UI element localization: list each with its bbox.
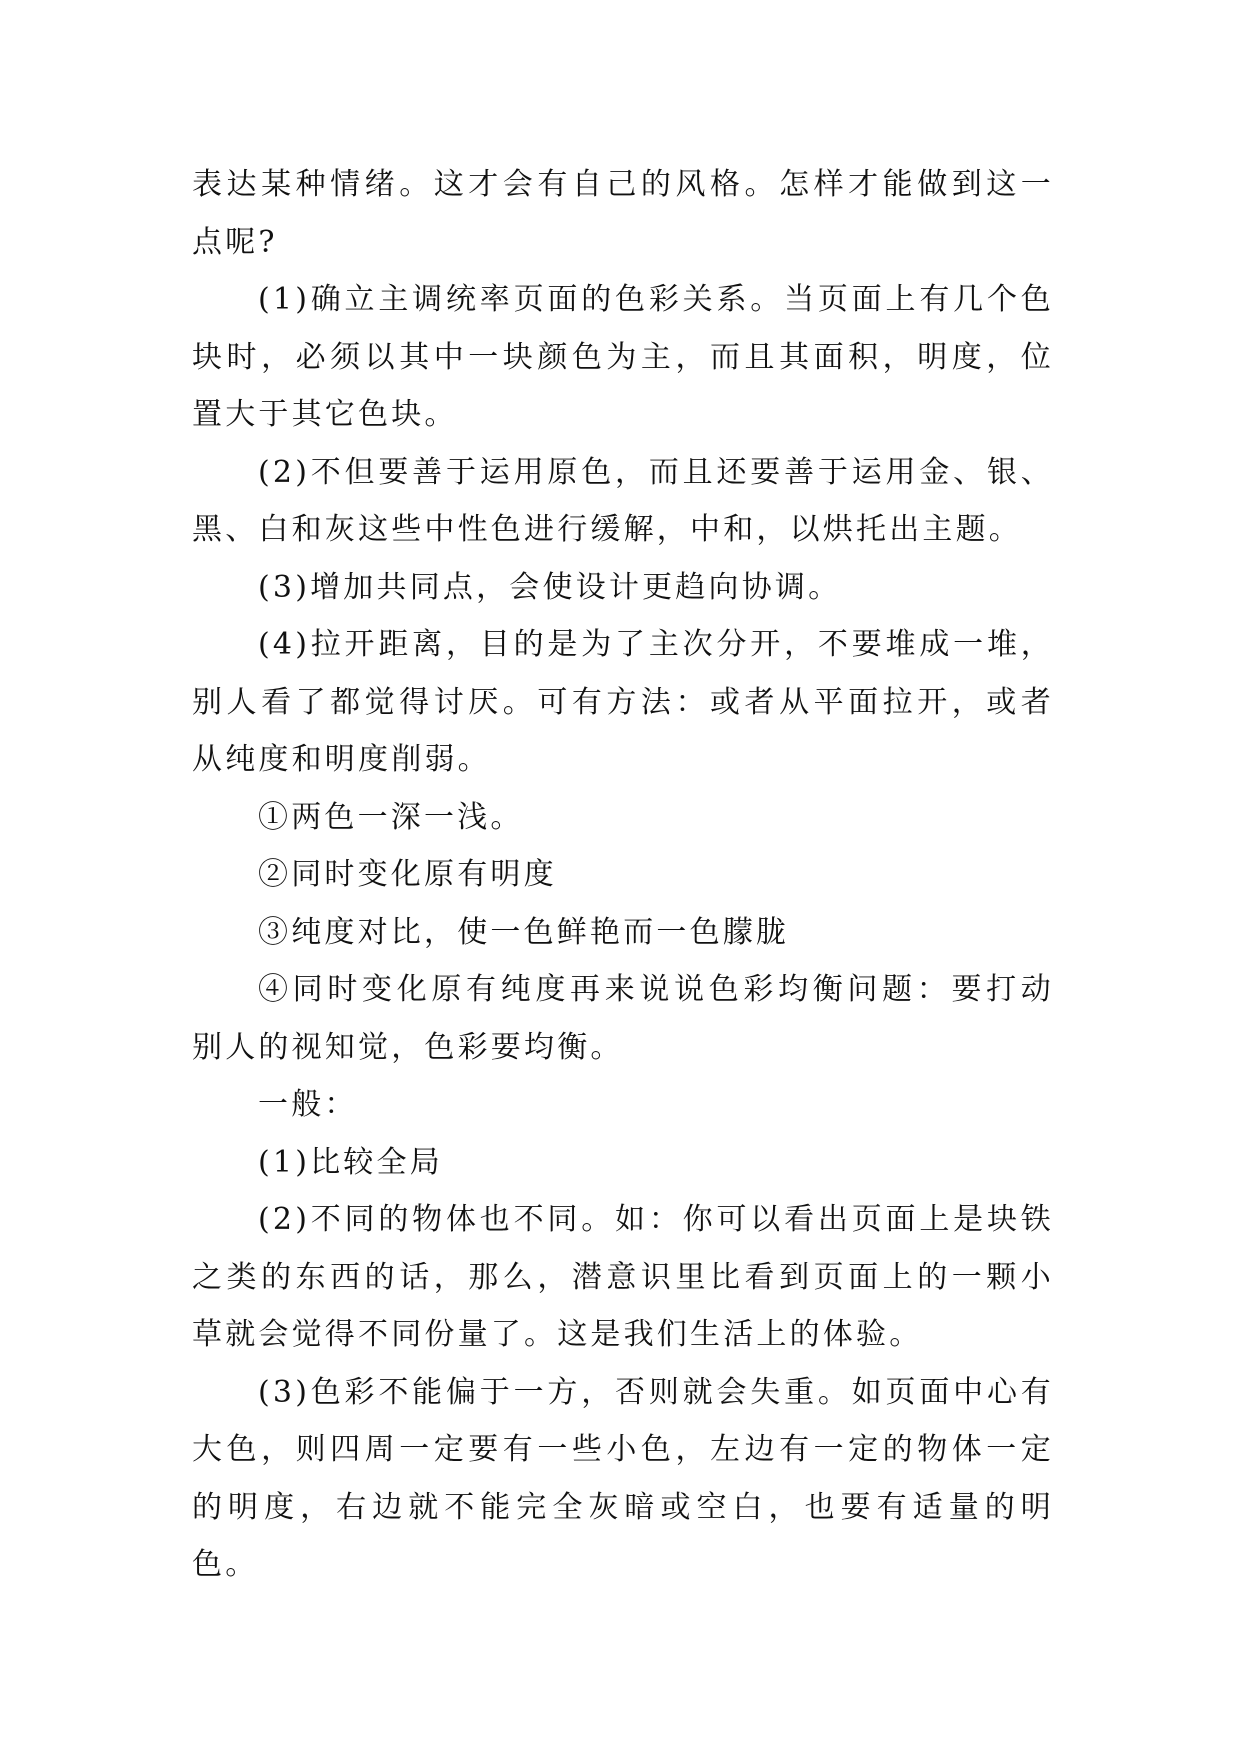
list-item-circled-2: ②同时变化原有明度 (258, 857, 557, 892)
paragraph-intro-continuation: 表达某种情绪。这才会有自己的风格。怎样才能做到这一点呢? (192, 167, 1054, 260)
paragraph-balance-1: (1)比较全局 (258, 1144, 443, 1180)
list-item-circled-1: ①两色一深一浅。 (258, 799, 524, 835)
paragraph-point-3: (3)增加共同点，会使设计更趋向协调。 (258, 569, 842, 605)
list-item-circled-4: ④同时变化原有纯度再来说说色彩均衡问题：要打动别人的视知觉，色彩要均衡。 (192, 972, 1054, 1065)
list-item-circled-3: ③纯度对比，使一色鲜艳而一色朦胧 (258, 914, 790, 950)
document-body (192, 156, 1054, 1594)
paragraph-point-1: (1)确立主调统率页面的色彩关系。当页面上有几个色块时，必须以其中一块颜色为主，而且其面积，明度，位置大于其它色块。 (192, 282, 1054, 432)
section-heading-general: 一般： (258, 1087, 358, 1122)
paragraph-balance-3: (3)色彩不能偏于一方，否则就会失重。如页面中心有大色，则四周一定要有一些小色，左边有一定的物体一定的明度，右边就不能完全灰暗或空白，也要有适量的明色。 (192, 1374, 1054, 1582)
paragraph-point-4: (4)拉开距离，目的是为了主次分开，不要堆成一堆，别人看了都觉得讨厌。可有方法：或者从平面拉开，或者从纯度和明度削弱。 (192, 627, 1054, 777)
paragraph-balance-2: (2)不同的物体也不同。如：你可以看出页面上是块铁之类的东西的话，那么，潜意识里比看到页面上的一颗小草就会觉得不同份量了。这是我们生活上的体验。 (192, 1202, 1054, 1352)
paragraph-point-2: (2)不但要善于运用原色，而且还要善于运用金、银、黑、白和灰这些中性色进行缓解，中和，以烘托出主题。 (192, 454, 1054, 547)
